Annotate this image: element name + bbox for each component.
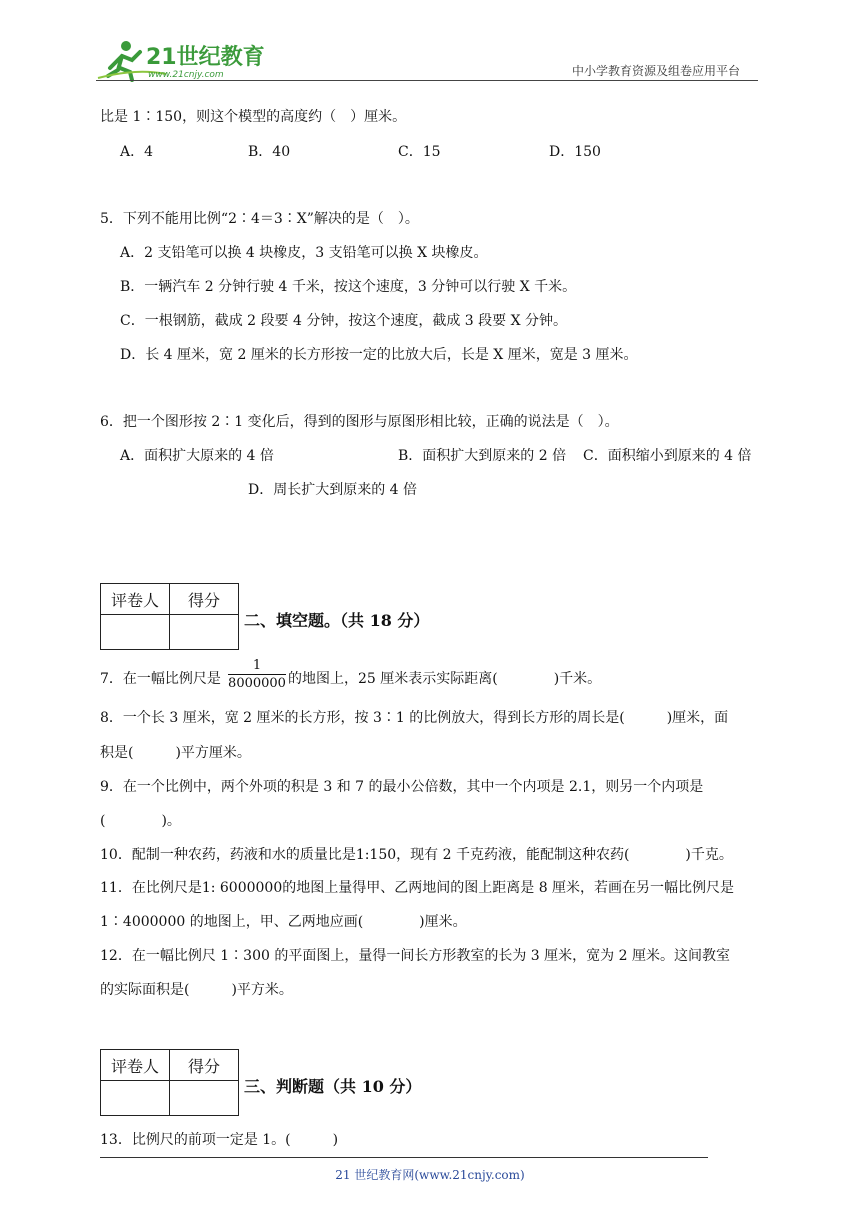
platform-name: 中小学教育资源及组卷应用平台 (572, 64, 741, 78)
q5-option-b: B．一辆汽车 2 分钟行驶 4 千米，按这个速度，3 分钟可以行驶 X 千米。 (120, 279, 577, 295)
q13: 13．比例尺的前项一定是 1。( ) (100, 1132, 339, 1148)
q9-line-1: 9．在一个比例中，两个外项的积是 3 和 7 的最小公倍数，其中一个内项是 2.1，则另一个内项是 (100, 779, 704, 795)
q12-line-2: 的实际面积是( )平方米。 (100, 982, 293, 998)
q8-line-2: 积是( )平方厘米。 (100, 745, 251, 761)
q11-line-1: 11．在比例尺是1: 6000000的地图上量得甲、乙两地间的图上距离是 8 厘米，若画在另一幅比例尺是 (100, 880, 735, 896)
reviewer-header: 评卷人 (101, 1050, 170, 1081)
q9-line-2: ( )。 (100, 813, 181, 829)
score-cell (170, 615, 239, 650)
reviewer-header: 评卷人 (101, 584, 170, 615)
q6-option-c: C．面积缩小到原来的 4 倍 (583, 448, 752, 464)
score-table-section-2 (100, 583, 239, 650)
svg-text:www.21cnjy.com: www.21cnjy.com (148, 70, 224, 80)
q4-option-a: A．4 (120, 144, 154, 160)
fraction-denominator: 8000000 (228, 676, 286, 691)
q4-option-b: B．40 (248, 144, 291, 160)
q6-option-a: A．面积扩大原来的 4 倍 (120, 448, 274, 464)
footer-divider (100, 1157, 708, 1158)
score-cell (170, 1081, 239, 1116)
q11-line-2: 1∶4000000 的地图上，甲、乙两地应画( )厘米。 (100, 914, 467, 930)
runner-logo-icon (96, 38, 266, 82)
q5-option-d: D．长 4 厘米，宽 2 厘米的长方形按一定的比放大后，长是 X 厘米，宽是 3 厘米。 (120, 347, 638, 363)
q4-option-d: D．150 (549, 144, 601, 160)
reviewer-cell (101, 615, 170, 650)
q12-line-1: 12．在一幅比例尺 1∶300 的平面图上，量得一间长方形教室的长为 3 厘米，宽为 2 厘米。这间教室 (100, 948, 730, 964)
q4-option-c: C．15 (398, 144, 441, 160)
q6-option-d: D．周长扩大到原来的 4 倍 (248, 482, 418, 498)
q6-option-b: B．面积扩大到原来的 2 倍 (398, 448, 567, 464)
q7-fraction (228, 658, 286, 693)
svg-text:21世纪教育: 21世纪教育 (146, 45, 265, 70)
score-header: 得分 (170, 1050, 239, 1081)
q7-suffix: 的地图上，25 厘米表示实际距离( )千米。 (288, 671, 602, 687)
section-3-title: 三、判断题（共 10 分） (244, 1077, 422, 1096)
q4-stem: 比是 1∶150，则这个模型的高度约（ ）厘米。 (100, 109, 407, 125)
q7-prefix: 7．在一幅比例尺是 (100, 671, 221, 687)
section-2-title: 二、填空题。（共 18 分） (244, 611, 430, 630)
footer-link[interactable]: 21 世纪教育网(www.21cnjy.com) (335, 1168, 525, 1182)
q5-option-c: C．一根钢筋，截成 2 段要 4 分钟，按这个速度，截成 3 段要 X 分钟。 (120, 313, 568, 329)
q6-stem: 6．把一个图形按 2∶1 变化后，得到的图形与原图形相比较，正确的说法是（ ）。 (100, 414, 619, 430)
q5-option-a: A．2 支铅笔可以换 4 块橡皮，3 支铅笔可以换 X 块橡皮。 (120, 245, 488, 261)
score-table-section-3 (100, 1049, 239, 1116)
score-header: 得分 (170, 584, 239, 615)
site-logo (96, 38, 266, 82)
q10: 10．配制一种农药，药液和水的质量比是1:150，现有 2 千克药液，能配制这种农药( )千克。 (100, 847, 733, 863)
header-divider (96, 80, 758, 81)
q8-line-1: 8．一个长 3 厘米，宽 2 厘米的长方形，按 3∶1 的比例放大，得到长方形的周长是( )厘米，面 (100, 710, 729, 726)
q5-stem: 5．下列不能用比例“2∶4＝3∶X”解决的是（ ）。 (100, 211, 419, 227)
fraction-numerator: 1 (252, 658, 262, 673)
reviewer-cell (101, 1081, 170, 1116)
